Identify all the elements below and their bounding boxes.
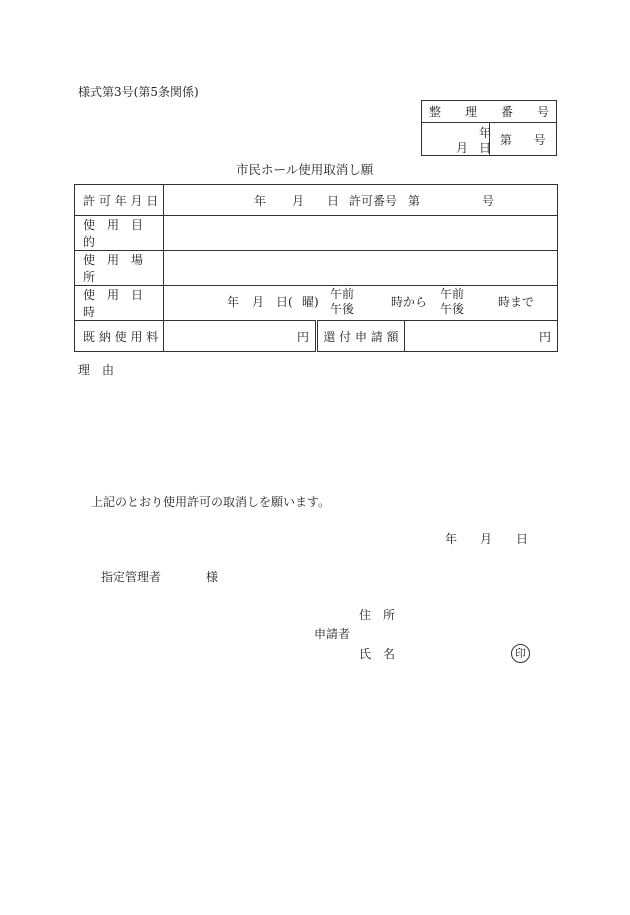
registration-dai: 第	[499, 132, 512, 147]
reason-label: 理 由	[78, 363, 115, 377]
refund-field[interactable]	[405, 321, 558, 352]
applicant-label: 申請者	[314, 627, 351, 641]
use-until: 時まで	[498, 295, 535, 309]
permit-dai: 第	[408, 194, 421, 208]
registration-number-box	[421, 100, 557, 156]
refund-yen: 円	[539, 329, 552, 344]
date-day: 日	[516, 532, 529, 546]
permit-year: 年	[254, 194, 267, 208]
paid-fee-field[interactable]	[164, 321, 317, 352]
registration-day: 日	[479, 141, 492, 155]
address-label: 住 所	[359, 608, 396, 622]
registration-number-header: 整 理 番 号	[422, 101, 557, 123]
permit-month: 月	[292, 194, 305, 208]
registration-go: 号	[533, 132, 546, 147]
registration-date-cell	[422, 123, 490, 156]
datetime-field[interactable]	[164, 286, 558, 321]
form-title: 市民ホール使用取消し願	[236, 162, 374, 177]
permit-go: 号	[482, 194, 495, 208]
addressee-label: 指定管理者	[101, 570, 162, 584]
place-field[interactable]	[164, 251, 558, 286]
table-row	[75, 286, 558, 321]
table-row	[75, 251, 558, 286]
registration-year: 年	[479, 126, 492, 140]
seal-mark: 印	[511, 644, 530, 663]
date-month: 月	[480, 532, 493, 546]
use-year: 年	[227, 295, 240, 309]
use-am-2: 午前	[440, 287, 465, 301]
purpose-field[interactable]	[164, 216, 558, 251]
use-pm-2: 午後	[440, 302, 465, 316]
table-row	[75, 216, 558, 251]
refund-label: 還 付 申 請 額	[317, 321, 405, 352]
permit-day: 日	[327, 194, 340, 208]
use-month: 月	[252, 295, 265, 309]
permit-date-field[interactable]	[164, 185, 558, 216]
request-text: 上記のとおり使用許可の取消しを願います。	[91, 495, 331, 509]
paid-fee-label: 既 納 使 用 料	[75, 321, 164, 352]
permit-date-label: 許 可 年 月 日	[75, 185, 164, 216]
registration-number-cell	[489, 123, 557, 156]
purpose-label: 使 用 目 的	[75, 216, 164, 251]
table-row	[75, 185, 558, 216]
use-weekday: 曜)	[302, 295, 319, 309]
permit-number-label: 許可番号	[349, 194, 398, 208]
addressee-sama: 様	[206, 570, 219, 584]
place-label: 使 用 場 所	[75, 251, 164, 286]
table-row	[75, 321, 558, 352]
use-am-1: 午前	[330, 287, 355, 301]
use-pm-1: 午後	[330, 302, 355, 316]
date-year: 年	[445, 532, 458, 546]
form-number: 様式第3号(第5条関係)	[78, 85, 199, 99]
paid-fee-yen: 円	[296, 329, 309, 344]
use-day: 日(	[276, 295, 293, 309]
datetime-label: 使 用 日 時	[75, 286, 164, 321]
application-table	[74, 184, 558, 352]
name-label: 氏 名	[359, 647, 396, 661]
registration-month: 月	[456, 141, 469, 155]
use-from: 時から	[391, 295, 428, 309]
